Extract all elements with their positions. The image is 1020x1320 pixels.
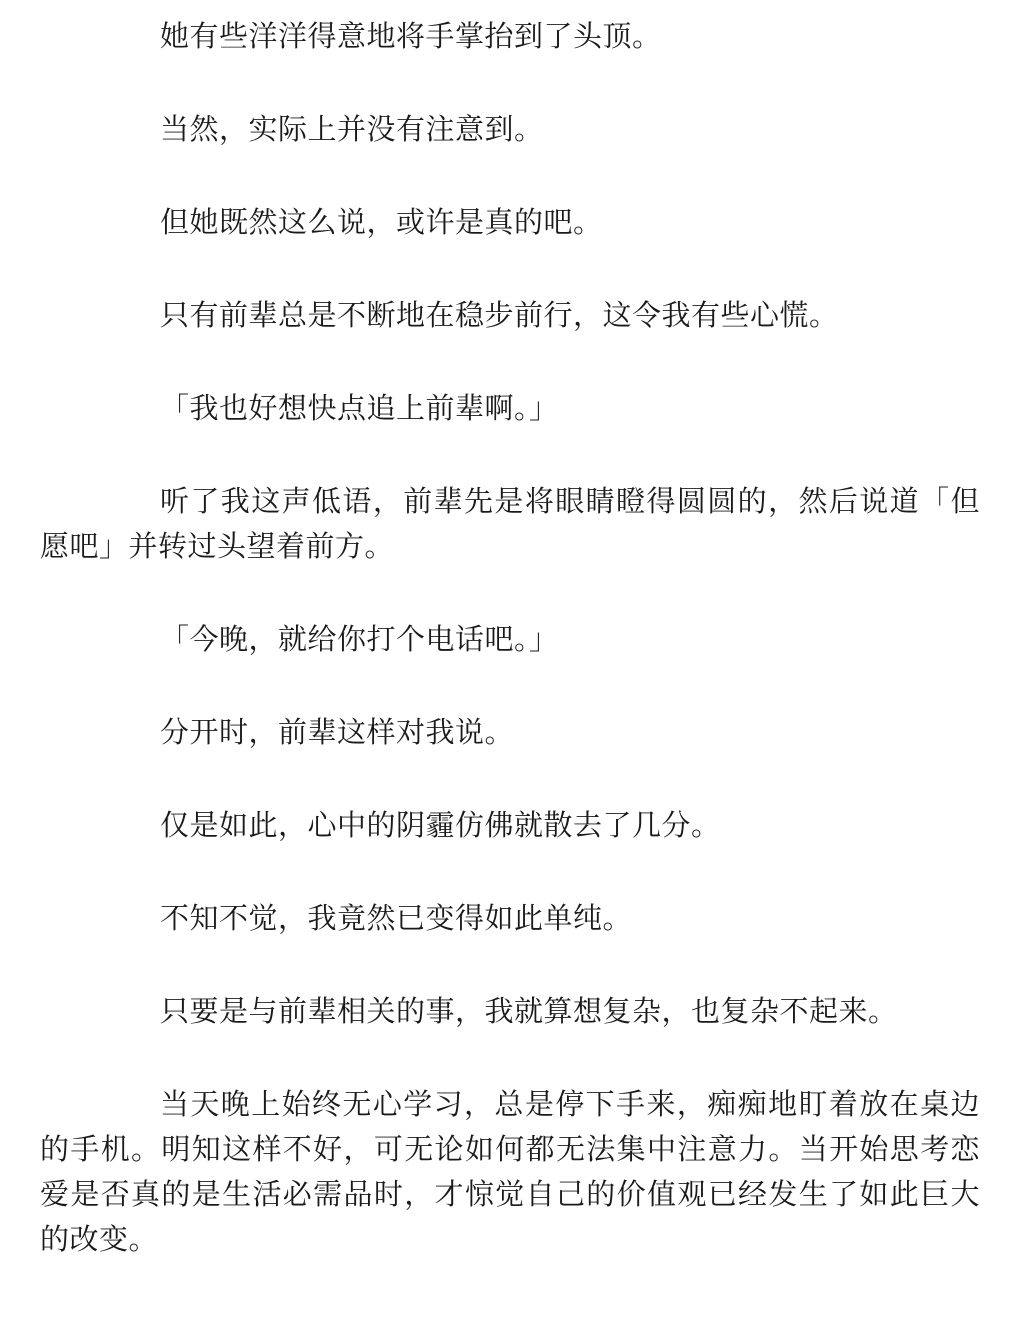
paragraph-7-dialogue: 「今晚，就给你打个电话吧。」 — [160, 622, 559, 656]
paragraph-12: 当天晚上始终无心学习，总是停下手来，痴痴地盯着放在桌边的手机。明知这样不好，可无论如何都无法集中注意力。当开始思考恋爱是否真的是生活必需品时，才惊觉自己的价值观已经发生了如此巨大的改变。 — [40, 1087, 980, 1256]
paragraph-10: 不知不觉，我竟然已变得如此单纯。 — [160, 901, 633, 935]
paragraph-6: 听了我这声低语，前辈先是将眼睛瞪得圆圆的，然后说道「但愿吧」并转过头望着前方。 — [40, 484, 980, 563]
paragraph-4: 只有前辈总是不断地在稳步前行，这令我有些心慌。 — [160, 298, 839, 332]
document-page — [40, 14, 980, 1262]
paragraph-5-dialogue: 「我也好想快点追上前辈啊。」 — [160, 391, 559, 425]
paragraph-11: 只要是与前辈相关的事，我就算想复杂，也复杂不起来。 — [160, 994, 898, 1028]
paragraph-8: 分开时，前辈这样对我说。 — [160, 715, 515, 749]
paragraph-1: 她有些洋洋得意地将手掌抬到了头顶。 — [160, 19, 662, 53]
paragraph-3: 但她既然这么说，或许是真的吧。 — [160, 205, 603, 239]
paragraph-2: 当然，实际上并没有注意到。 — [160, 112, 544, 146]
paragraph-9: 仅是如此，心中的阴霾仿佛就散去了几分。 — [160, 808, 721, 842]
